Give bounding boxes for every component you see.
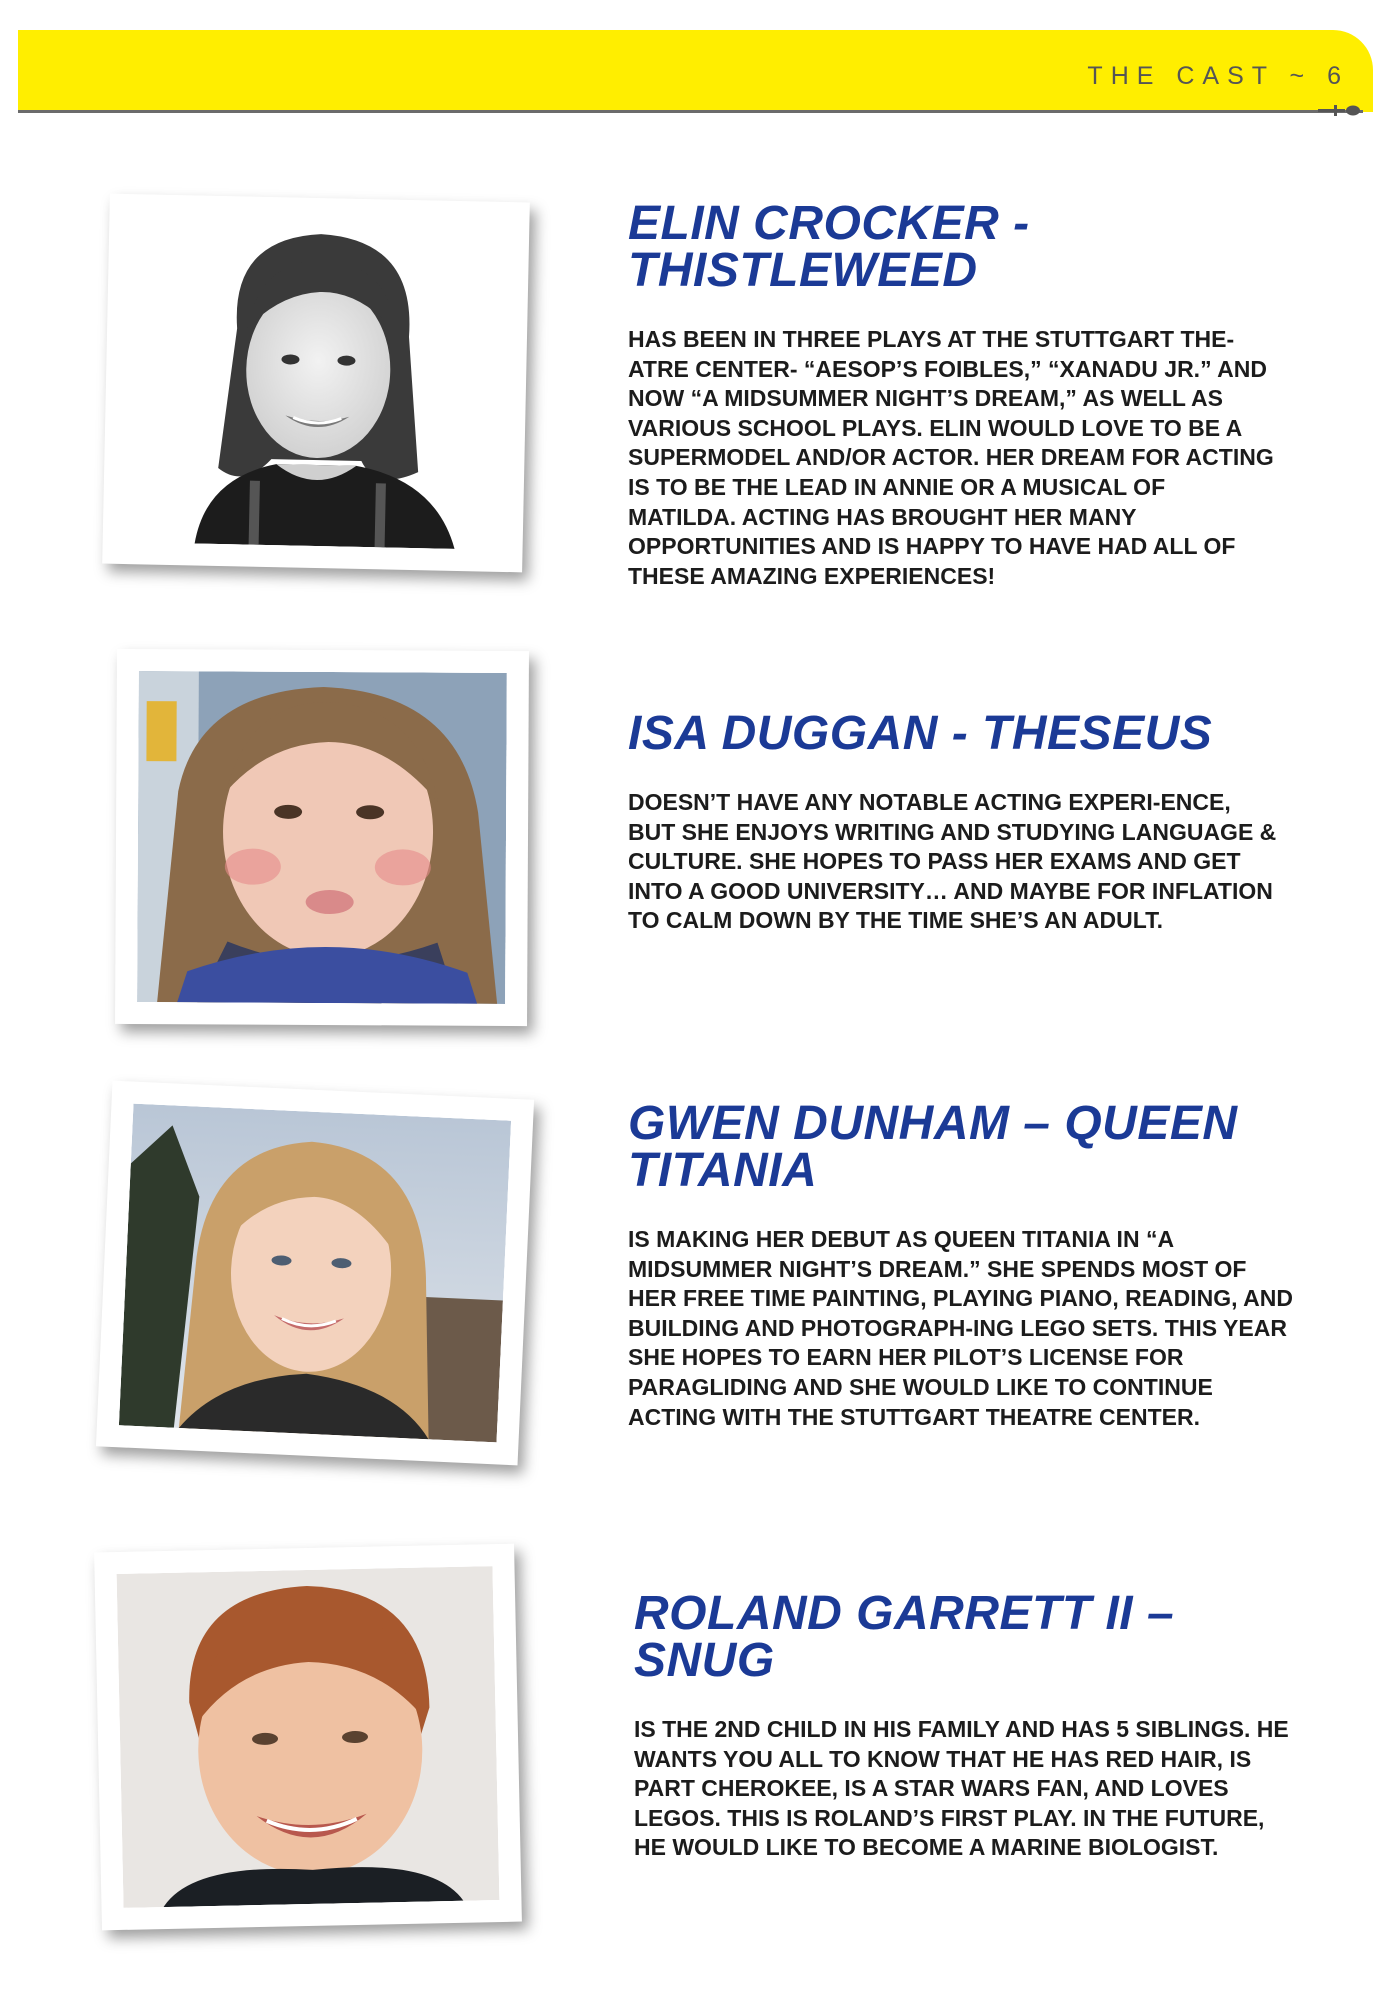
headshot-photo-isa — [137, 671, 507, 1004]
cast-bio-elin: HAS BEEN IN THREE PLAYS AT THE STUTTGART THE-ATRE CENTER- “AESOP’S FOIBLES,” “XANADU JR.” AND NOW “A MIDSUMMER NIGHT’S DREAM,” AS WELL AS VARIOUS SCHOOL PLAYS. ELIN WOULD LOVE TO BE A SUPERMODEL AND/OR ACTOR. HER DREAM FOR ACTING IS TO BE THE LEAD IN ANNIE OR A MUSICAL OF MATILDA. ACTING HAS BROUGHT HER MANY OPPORTUNITIES AND IS HAPPY TO HAVE HAD ALL OF THESE AMAZING EXPERIENCES! — [628, 326, 1274, 589]
cast-bio-roland: IS THE 2ND CHILD IN HIS FAMILY AND HAS 5 SIBLINGS. HE WANTS YOU ALL TO KNOW THAT HE HAS RED HAIR, IS PART CHEROKEE, IS A STAR WARS FAN, AND LOVES LEGOS. THIS IS ROLAND’S FIRST PLAY. IN THE FUTURE, HE WOULD LIKE TO BECOME A MARINE BIOLOGIST. — [634, 1716, 1289, 1861]
headshot-photo-elin — [125, 216, 508, 550]
headshot-frame-roland — [94, 1544, 522, 1931]
cast-name-elin: ELIN CROCKER - THISTLEWEED — [628, 197, 1030, 297]
headshot-frame-gwen — [96, 1081, 534, 1466]
header-rule — [18, 110, 1363, 113]
headshot-photo-gwen — [119, 1104, 511, 1443]
cast-bio-isa: DOESN’T HAVE ANY NOTABLE ACTING EXPERI-ENCE, BUT SHE ENJOYS WRITING AND STUDYING LANGUAGE & CULTURE. SHE HOPES TO PASS HER EXAMS AND GET INTO A GOOD UNIVERSITY… AND MAYBE FOR INFLATION TO CALM DOWN BY THE TIME SHE’S AN ADULT. — [628, 789, 1277, 934]
headshot-photo-roland — [117, 1566, 500, 1908]
cast-name-isa: ISA DUGGAN - THESEUS — [628, 707, 1213, 760]
cast-name-roland: ROLAND GARRETT II – SNUG — [634, 1587, 1175, 1687]
headshot-frame-elin — [102, 194, 530, 573]
rule-end-ornament-icon — [1318, 104, 1362, 118]
headshot-frame-isa — [115, 649, 529, 1026]
cast-bio-gwen: IS MAKING HER DEBUT AS QUEEN TITANIA IN “A MIDSUMMER NIGHT’S DREAM.” SHE SPENDS MOST OF HER FREE TIME PAINTING, PLAYING PIANO, READING, AND BUILDING AND PHOTOGRAPH-ING LEGO SETS. THIS YEAR SHE HOPES TO EARN HER PILOT’S LICENSE FOR PARAGLIDING AND SHE WOULD LIKE TO CONTINUE ACTING WITH THE STUTTGART THEATRE CENTER. — [628, 1226, 1293, 1430]
page-title: THE CAST ~ 6 — [1087, 62, 1349, 90]
cast-name-gwen: GWEN DUNHAM – QUEEN TITANIA — [628, 1097, 1238, 1197]
